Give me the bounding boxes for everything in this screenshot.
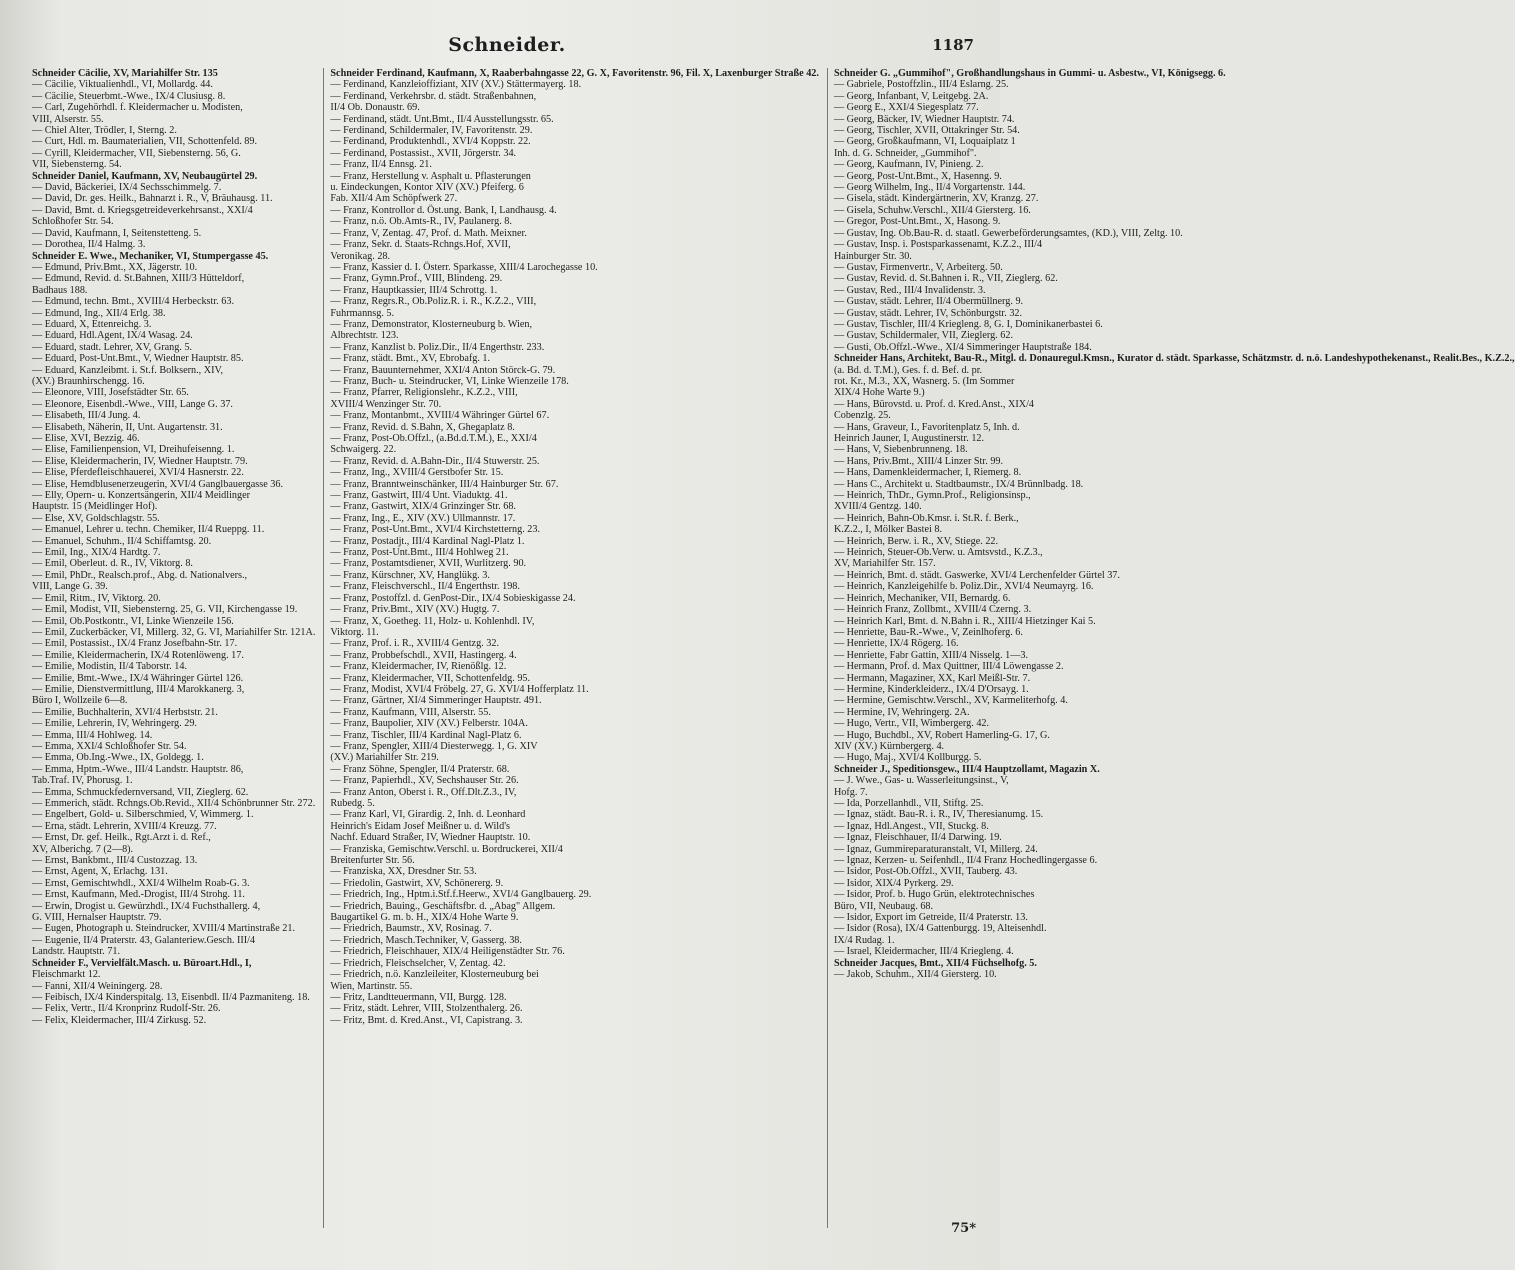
directory-entry: XV, Mariahilfer Str. 157. bbox=[833, 558, 936, 570]
directory-entry: — Eduard, X, Ettenreichg. 3. bbox=[32, 318, 152, 330]
directory-entry: — Edmund, techn. Bmt., XVIII/4 Herbeckstr. 63. bbox=[32, 296, 235, 308]
directory-entry: — Franz, Pfarrer, Religionslehr., K.Z.2., VIII, bbox=[330, 387, 518, 399]
directory-entry: — Franziska, XX, Dresdner Str. 53. bbox=[330, 866, 477, 878]
directory-entry: — Dorothea, II/4 Halmg. 3. bbox=[32, 239, 146, 251]
directory-entry: — Gustav, Tischler, III/4 Kriegleng. 8, G. I, Dominikanerbastei 6. bbox=[833, 318, 1103, 330]
directory-entry: — Franz, Branntweinschänker, III/4 Hainburger Str. 67. bbox=[330, 478, 559, 490]
directory-entry: — Franz, Gymn.Prof., VIII, Blindeng. 29. bbox=[330, 273, 503, 285]
directory-entry: — Ernst, Dr. gef. Heilk., Rgt.Arzt i. d. Ref., bbox=[32, 832, 211, 844]
directory-entry: — Gustav, Schildermaler, VII, Zieglerg. 62. bbox=[833, 330, 1013, 342]
directory-entry: — Franz, X, Goetheg. 11, Holz- u. Kohlenhdl. IV, bbox=[330, 615, 535, 627]
directory-entry: — Franz Karl, VI, Girardig. 2, Inh. d. Leonhard bbox=[330, 809, 526, 821]
directory-entry: — Gustav, Revid. d. St.Bahnen i. R., VII, Zieglerg. 62. bbox=[833, 273, 1058, 285]
directory-entry: XIV (XV.) Kürnbergerg. 4. bbox=[833, 740, 945, 752]
directory-entry: — David, Bmt. d. Kriegsgetreideverkehrsanst., XXI/4 bbox=[32, 204, 253, 216]
directory-entry: — Friedrich, Ing., Hptm.i.Stf.f.Heerw., XVI/4 Ganglbauerg. 29. bbox=[330, 889, 592, 901]
directory-entry: — Franz, Kürschner, XV, Hanglükg. 3. bbox=[330, 569, 490, 581]
directory-entry: — Franz, städt. Bmt., XV, Ebrobafg. 1. bbox=[330, 353, 491, 365]
directory-entry: — Felix, Kleidermacher, III/4 Zirkusg. 52. bbox=[32, 1014, 207, 1026]
page-title: Schneider. bbox=[448, 34, 566, 56]
directory-entry: — Emma, XXI/4 Schloßhofer Str. 54. bbox=[32, 740, 187, 752]
directory-entry: — Franz, Gastwirt, XIX/4 Grinzinger Str. 68. bbox=[330, 501, 516, 513]
directory-entry: — Gisela, Schuhw.Verschl., XII/4 Giersterg. 16. bbox=[833, 204, 1031, 216]
directory-entry: — Franz Söhne, Spengler, II/4 Praterstr. 68. bbox=[330, 763, 510, 775]
directory-entry: — Heinrich Franz, Zollbmt., XVIII/4 Czerng. 3. bbox=[833, 604, 1032, 616]
directory-entry: — Elly, Opern- u. Konzertsängerin, XII/4 Meidlinger bbox=[32, 490, 251, 502]
directory-entry: (XV.) Mariahilfer Str. 219. bbox=[330, 752, 439, 764]
directory-entry: — Curt, Hdl. m. Baumaterialien, VII, Schottenfeld. 89. bbox=[32, 136, 258, 148]
directory-entry: XIX/4 Hohe Warte 9.) bbox=[833, 387, 925, 399]
directory-entry: Albrechtstr. 123. bbox=[330, 330, 399, 342]
directory-entry: Schneider Cäcilie, XV, Mariahilfer Str. 135 bbox=[32, 68, 218, 79]
directory-entry: — Engelbert, Gold- u. Silberschmied, V, Wimmerg. 1. bbox=[32, 809, 254, 821]
directory-entry: — Gustav, Red., III/4 Invalidenstr. 3. bbox=[833, 284, 986, 296]
directory-entry: — Georg, Kaufmann, IV, Pinieng. 2. bbox=[833, 159, 984, 171]
directory-entry: — Franz, Sekr. d. Staats-Rchngs.Hof, XVII, bbox=[330, 239, 511, 251]
directory-entry: Büro I, Wollzeile 6—8. bbox=[32, 695, 128, 707]
column-2 bbox=[323, 68, 819, 1228]
directory-entry: — Franz, Baupolier, XIV (XV.) Felberstr. 104A. bbox=[330, 718, 528, 730]
directory-entry: — Ignaz, städt. Bau-R. i. R., IV, Theresianumg. 15. bbox=[833, 809, 1044, 821]
directory-entry: — Hans, Bürovstd. u. Prof. d. Kred.Anst., XIX/4 bbox=[833, 398, 1034, 410]
directory-entry: — Israel, Kleidermacher, III/4 Kriegleng. 4. bbox=[833, 946, 1014, 958]
directory-entry: Schneider G. „Gummihof", Großhandlungshaus in Gummi- u. Asbestw., VI, Königsegg. 6. bbox=[833, 68, 1226, 79]
directory-entry: — Elise, Kleidermacherin, IV, Wiedner Hauptstr. 79. bbox=[32, 455, 248, 467]
directory-entry: Cobenzlg. 25. bbox=[833, 410, 891, 422]
directory-entry: — Franz, Post-Unt.Bmt., III/4 Hohlweg 21. bbox=[330, 547, 509, 559]
directory-entry: Nachf. Eduard Straßer, IV, Wiedner Hauptstr. 10. bbox=[330, 832, 531, 844]
directory-entry: Heinrich Jauner, I, Augustinerstr. 12. bbox=[833, 433, 985, 444]
directory-entry: — Ferdinand, städt. Unt.Bmt., II/4 Ausstellungsstr. 65. bbox=[330, 113, 554, 125]
directory-entry: Fleischmarkt 12. bbox=[32, 969, 101, 981]
directory-entry: — Ernst, Kaufmann, Med.-Drogist, III/4 Strohg. 11. bbox=[32, 889, 245, 901]
directory-entry: — Erna, städt. Lehrerin, XVIII/4 Kreuzg. 77. bbox=[32, 820, 217, 832]
directory-entry: — Emanuel, Schuhm., II/4 Schiffamtsg. 20. bbox=[32, 535, 212, 547]
directory-entry: — Elisabeth, III/4 Jung. 4. bbox=[32, 410, 141, 422]
directory-entry: — Franz, Prof. i. R., XVIII/4 Gentzg. 32. bbox=[330, 638, 500, 650]
directory-entry: — Hugo, Maj., XVI/4 Kollburgg. 5. bbox=[833, 752, 982, 764]
directory-entry: — Friedolin, Gastwirt, XV, Schönererg. 9. bbox=[330, 877, 504, 889]
sheet-signature: 75* bbox=[951, 1221, 976, 1236]
directory-entry: K.Z.2., I, Mölker Bastei 8. bbox=[833, 524, 943, 536]
directory-entry: — Franz, Kontrollor d. Öst.ung. Bank, I, Landhausg. 4. bbox=[330, 204, 557, 216]
directory-entry: — Franz, Herstellung v. Asphalt u. Pflasterungen bbox=[330, 170, 531, 182]
directory-entry: XVIII/4 Wenzinger Str. 70. bbox=[330, 398, 442, 410]
directory-entry: — Emma, Ob.Ing.-Wwe., IX, Goldegg. 1. bbox=[32, 752, 204, 764]
directory-entry: — Eduard, Hdl.Agent, IX/4 Wasag. 24. bbox=[32, 330, 193, 342]
directory-entry: — Isidor (Rosa), IX/4 Gattenburgg. 19, Alteisenhdl. bbox=[833, 923, 1047, 935]
directory-entry: — Henriette, Fabr Gattin, XIII/4 Nisselg. 1—3. bbox=[833, 649, 1029, 661]
directory-entry: — Gustav, Firmenvertr., V, Arbeiterg. 50. bbox=[833, 261, 1003, 273]
directory-entry: — Feibisch, IX/4 Kinderspitalg. 13, Eisenbdl. II/4 Pazmaniteng. 18. bbox=[32, 991, 310, 1003]
directory-entry: — Ignaz, Gummireparaturanstalt, VI, Millerg. 24. bbox=[833, 843, 1038, 855]
directory-entry: — Ferdinand, Schildermaler, IV, Favoritenstr. 29. bbox=[330, 125, 533, 137]
directory-entry: — Franz, Kleidermacher, VII, Schottenfeldg. 95. bbox=[330, 672, 531, 684]
column-1 bbox=[32, 68, 315, 1228]
directory-entry: — Elise, Pferdefleischhauerei, XVI/4 Hasnerstr. 22. bbox=[32, 467, 244, 479]
column-3 bbox=[827, 68, 1515, 1228]
directory-entry: — Heinrich, Bmt. d. städt. Gaswerke, XVI/4 Lerchenfelder Gürtel 37. bbox=[833, 569, 1120, 581]
directory-entry: — Fanni, XII/4 Weiningerg. 28. bbox=[32, 980, 163, 992]
directory-entry: — Isidor, Export im Getreide, II/4 Praterstr. 13. bbox=[833, 912, 1028, 924]
directory-entry: — Friedrich, Fleischhauer, XIX/4 Heiligenstädter Str. 76. bbox=[330, 946, 565, 958]
directory-entry: — Emmerich, städt. Rchngs.Ob.Revid., XII/4 Schönbrunner Str. 272. bbox=[32, 798, 316, 809]
directory-entry: — David, Dr. ges. Heilk., Bahnarzt i. R., V, Bräuhausg. 11. bbox=[32, 193, 273, 205]
directory-entry: — Franz, Post-Ob.Offzl., (a.Bd.d.T.M.), E., XXI/4 bbox=[330, 433, 537, 444]
directory-entry: — Franz, Regrs.R., Ob.Poliz.R. i. R., K.Z.2., VIII, bbox=[330, 296, 537, 308]
directory-entry: — Franz, Gärtner, XI/4 Simmeringer Hauptstr. 491. bbox=[330, 695, 542, 707]
directory-entry: — Georg, Infanbant, V, Leitgebg. 2A. bbox=[833, 90, 989, 102]
directory-entry: Schneider J., Speditionsgew., III/4 Hauptzollamt, Magazin X. bbox=[833, 763, 1100, 775]
directory-entry: — Franz, Montanbmt., XVIII/4 Währinger Gürtel 67. bbox=[330, 410, 550, 422]
directory-entry: Landstr. Hauptstr. 71. bbox=[32, 946, 121, 958]
directory-entry: — Franz, Postamtsdiener, XVII, Wurlitzerg. 90. bbox=[330, 558, 527, 570]
directory-entry: — Eugen, Photograph u. Steindrucker, XVIII/4 Martinstraße 21. bbox=[32, 923, 295, 935]
directory-entry: — Carl, Zugehörhdl. f. Kleidermacher u. Modisten, bbox=[32, 102, 243, 114]
directory-entry: — Eleonore, Eisenbdl.-Wwe., VIII, Lange G. 37. bbox=[32, 398, 233, 410]
directory-entry: — Emma, Hptm.-Wwe., III/4 Landstr. Hauptstr. 86, bbox=[32, 763, 244, 775]
directory-entry: — Gusti, Ob.Offzl.-Wwe., XI/4 Simmeringer Hauptstraße 184. bbox=[833, 341, 1092, 353]
directory-entry: — Emil, Postassist., IX/4 Franz Josefbahn-Str. 17. bbox=[32, 638, 238, 650]
directory-entry: Hauptstr. 15 (Meidlinger Hof). bbox=[32, 501, 158, 513]
directory-entry: (XV.) Braunhirschengg. 16. bbox=[32, 375, 145, 387]
directory-entry: — Emma, III/4 Hohlweg. 14. bbox=[32, 729, 153, 741]
directory-entry: — J. Wwe., Gas- u. Wasserleitungsinst., V, bbox=[833, 775, 1009, 787]
directory-entry: — Hermine, Gemischtw.Verschl., XV, Karmeliterhofg. 4. bbox=[833, 695, 1068, 707]
directory-entry: — Franz, II/4 Ennsg. 21. bbox=[330, 159, 432, 171]
directory-entry: — Ignaz, Kerzen- u. Seifenhdl., II/4 Franz Hochedlingergasse 6. bbox=[833, 855, 1098, 867]
directory-entry: — Hans, Damenkleidermacher, I, Riemerg. 8. bbox=[833, 467, 1022, 479]
directory-entry: — Emil, Zuckerbäcker, VI, Millerg. 32, G. VI, Mariahilfer Str. 121A. bbox=[32, 626, 316, 638]
directory-entry: — Franz, Revid. d. A.Bahn-Dir., II/4 Stuwerstr. 25. bbox=[330, 455, 540, 467]
directory-entry: — Jakob, Schuhm., XII/4 Giersterg. 10. bbox=[833, 969, 997, 981]
directory-entry: — Hermann, Magaziner, XX, Karl Meißl-Str. 7. bbox=[833, 672, 1031, 684]
directory-entry: — Emilie, Bmt.-Wwe., IX/4 Währinger Gürtel 126. bbox=[32, 672, 244, 684]
directory-entry: — Ferdinand, Verkehrsbr. d. städt. Straßenbahnen, bbox=[330, 90, 537, 102]
directory-entry: — Emil, Ing., XIX/4 Hardtg. 7. bbox=[32, 547, 161, 559]
directory-entry: — Fritz, städt. Lehrer, VIII, Stolzenthalerg. 26. bbox=[330, 1003, 523, 1015]
directory-entry: — Franz, Priv.Bmt., XIV (XV.) Hugtg. 7. bbox=[330, 604, 500, 616]
directory-entry: — Ferdinand, Kanzleioffiziant, XIV (XV.) Stättermayerg. 18. bbox=[330, 79, 582, 91]
directory-entry: — Isidor, Prof. b. Hugo Grün, elektrotechnisches bbox=[833, 889, 1035, 901]
directory-entry: — Eleonore, VIII, Josefstädter Str. 65. bbox=[32, 387, 189, 399]
directory-entry: — Franziska, Gemischtw.Verschl. u. Bordruckerei, XII/4 bbox=[330, 843, 563, 855]
directory-entry: — Ernst, Bankbmt., III/4 Custozzag. 13. bbox=[32, 855, 198, 867]
directory-entry: Viktorg. 11. bbox=[330, 626, 379, 638]
directory-entry: — Heinrich, ThDr., Gymn.Prof., Religionsinsp., bbox=[833, 490, 1031, 502]
directory-entry: — Isidor, Post-Ob.Offzl., XVII, Tauberg. 43. bbox=[833, 866, 1018, 878]
directory-entry: Wien, Martinstr. 55. bbox=[330, 980, 413, 992]
directory-entry: — Ignaz, Hdl.Angest., VII, Stuckg. 8. bbox=[833, 820, 989, 832]
directory-entry: — Georg, Tischler, XVII, Ottakringer Str. 54. bbox=[833, 125, 1020, 137]
directory-entry: — Emil, Ob.Postkontr., VI, Linke Wienzeile 156. bbox=[32, 615, 234, 627]
directory-entry: — Franz, Probbefschdl., XVII, Hastingerg. 4. bbox=[330, 649, 517, 661]
directory-entry: — Friedrich, Masch.Techniker, V, Gasserg. 38. bbox=[330, 934, 522, 946]
directory-entry: — Franz, Tischler, III/4 Kardinal Nagl-Platz 6. bbox=[330, 729, 522, 741]
directory-entry: — Franz, Ing., E., XIV (XV.) Ullmannstr. 17. bbox=[330, 512, 516, 524]
directory-entry: — Henriette, IX/4 Rögerg. 16. bbox=[833, 638, 959, 650]
directory-entry: rot. Kr., M.3., XX, Wasnerg. 5. (Im Sommer bbox=[833, 375, 1015, 387]
directory-entry: Fuhrmannsg. 5. bbox=[330, 307, 395, 319]
directory-entry: — Fritz, Bmt. d. Kred.Anst., VI, Capistrang. 3. bbox=[330, 1014, 523, 1026]
directory-entry: — Friedrich, Baumstr., XV, Rosinag. 7. bbox=[330, 923, 492, 935]
directory-entry: u. Eindeckungen, Kontor XIV (XV.) Pfeiferg. 6 bbox=[330, 182, 524, 194]
directory-entry: — Friedrich, n.ö. Kanzleileiter, Klosterneuburg bei bbox=[330, 969, 539, 981]
directory-entry: VII, Siebensterng. 54. bbox=[32, 159, 122, 171]
directory-entry: — Edmund, Priv.Bmt., XX, Jägerstr. 10. bbox=[32, 261, 198, 273]
directory-entry: — Franz, Modist, XVI/4 Fröbelg. 27, G. XVI/4 Hofferplatz 11. bbox=[330, 683, 589, 695]
directory-entry: — Hans, Priv.Bmt., XIII/4 Linzer Str. 99. bbox=[833, 455, 1004, 467]
directory-entry: — Gregor, Post-Unt.Bmt., X, Hasong. 9. bbox=[833, 216, 1001, 228]
directory-entry: — Eduard, stadt. Lehrer, XV, Grang. 5. bbox=[32, 341, 193, 353]
directory-entry: — Ernst, Gemischtwhdl., XXI/4 Wilhelm Roab-G. 3. bbox=[32, 877, 250, 889]
directory-entry: — Hermann, Prof. d. Max Quittner, III/4 Löwengasse 2. bbox=[833, 661, 1064, 673]
directory-entry: VIII, Alserstr. 55. bbox=[32, 113, 104, 125]
directory-entry: — Franz, Postadjt., III/4 Kardinal Nagl-Platz 1. bbox=[330, 535, 525, 547]
directory-entry: — Ernst, Agent, X, Erlachg. 131. bbox=[32, 866, 168, 878]
directory-entry: Badhaus 188. bbox=[32, 284, 88, 296]
directory-entry: — Franz, Bauunternehmer, XXI/4 Anton Störck-G. 79. bbox=[330, 364, 556, 376]
directory-entry: — Heinrich, Bahn-Ob.Kmsr. i. St.R. f. Berk., bbox=[833, 512, 1019, 524]
directory-entry: — Hugo, Buchdbl., XV, Robert Hamerling-G. 17, G. bbox=[833, 729, 1050, 741]
directory-entry: Veronikag. 28. bbox=[330, 250, 391, 262]
directory-entry: — Ignaz, Fleischhauer, II/4 Darwing. 19. bbox=[833, 832, 1002, 844]
directory-entry: — Franz, Post-Unt.Bmt., XVI/4 Kirchstetterng. 23. bbox=[330, 524, 541, 536]
directory-entry: — Emanuel, Lehrer u. techn. Chemiker, II/4 Rueppg. 11. bbox=[32, 524, 265, 536]
directory-entry: — Heinrich, Steuer-Ob.Verw. u. Amtsvstd., K.Z.3., bbox=[833, 547, 1043, 559]
directory-entry: — Hans C., Architekt u. Stadtbaumstr., IX/4 Brünnlbadg. 18. bbox=[833, 478, 1084, 490]
directory-entry: (a. Bd. d. T.M.), Ges. f. d. Bef. d. pr. bbox=[833, 364, 983, 376]
directory-entry: — Franz, V, Zentag. 47, Prof. d. Math. Meixner. bbox=[330, 227, 527, 239]
directory-entry: Schneider E. Wwe., Mechaniker, VI, Stumpergasse 45. bbox=[32, 250, 269, 262]
directory-entry: — Franz, Postoffzl. d. GenPost-Dir., IX/4 Sobieskigasse 24. bbox=[330, 592, 576, 604]
directory-entry: Schwaigerg. 22. bbox=[330, 444, 397, 456]
directory-entry: — Franz, n.ö. Ob.Amts-R., IV, Paulanerg. 8. bbox=[330, 216, 512, 228]
directory-entry: — Franz, Spengler, XIII/4 Diesterwegg. 1, G. XIV bbox=[330, 740, 538, 752]
directory-entry: — Emilie, Buchhalterin, XVI/4 Herbststr. 21. bbox=[32, 706, 218, 718]
directory-entry: Hainburger Str. 30. bbox=[833, 250, 912, 262]
directory-entry: — Gabriele, Postoffzlin., III/4 Eslarng. 25. bbox=[833, 79, 1009, 91]
directory-entry: — Heinrich, Berw. i. R., XV, Stiege. 22. bbox=[833, 535, 999, 547]
directory-entry: — Georg, Bäcker, IV, Wiedner Hauptstr. 74. bbox=[833, 113, 1015, 125]
directory-entry: Breitenfurter Str. 56. bbox=[330, 855, 415, 867]
directory-entry: — Hans, Graveur, I., Favoritenplatz 5, Inh. d. bbox=[833, 421, 1020, 433]
directory-entry: Schneider Jacques, Bmt., XII/4 Füchselhofg. 5. bbox=[833, 957, 1037, 969]
directory-entry: — Hans, V, Siebenbrunneng. 18. bbox=[833, 444, 968, 456]
directory-entry: — Erwin, Drogist u. Gewürzhdl., IX/4 Fuchsthallerg. 4, bbox=[32, 900, 261, 912]
directory-entry: — Elise, Familienpension, VI, Dreihufeisenng. 1. bbox=[32, 444, 235, 456]
directory-entry: XV, Alberichg. 7 (2—8). bbox=[32, 843, 134, 855]
directory-entry: — Isidor, XIX/4 Pyrkerg. 29. bbox=[833, 877, 954, 889]
directory-entry: — Gustav, Ing. Ob.Bau-R. d. staatl. Gewerbeförderungsamtes, (KD.), VIII, Zeltg. 10. bbox=[833, 227, 1183, 239]
directory-entry: — Eduard, Kanzleibmt. i. St.f. Bolksern., XIV, bbox=[32, 364, 224, 376]
directory-entry: — Gustav, Insp. i. Postsparkassenamt, K.Z.2., III/4 bbox=[833, 239, 1043, 251]
directory-entry: — Franz, Kleidermacher, IV, Rienößlg. 12. bbox=[330, 661, 507, 673]
directory-entry: Schneider Ferdinand, Kaufmann, X, Raaberbahngasse 22, G. X, Favoritenstr. 96, Fil. X, Laxenburger Straße 42. bbox=[330, 68, 819, 79]
directory-entry: XVIII/4 Gentzg. 140. bbox=[833, 501, 922, 513]
directory-entry: — Franz, Demonstrator, Klosterneuburg b. Wien, bbox=[330, 318, 533, 330]
directory-entry: — Gisela, städt. Kindergärtnerin, XV, Kranzg. 27. bbox=[833, 193, 1039, 205]
directory-entry: — Emilie, Dienstvermittlung, III/4 Marokkanerg. 3, bbox=[32, 683, 245, 695]
directory-entry: — Elise, Hemdblusenerzeugerin, XVI/4 Ganglbauergasse 36. bbox=[32, 478, 284, 490]
directory-entry: — Eduard, Post-Unt.Bmt., V, Wiedner Hauptstr. 85. bbox=[32, 353, 244, 365]
directory-columns bbox=[32, 68, 1515, 1228]
directory-entry: — Emma, Schmuckfedernversand, VII, Zieglerg. 62. bbox=[32, 786, 249, 798]
directory-entry: II/4 Ob. Donaustr. 69. bbox=[330, 102, 420, 114]
page-number: 1187 bbox=[932, 36, 974, 54]
directory-entry: — Hermine, IV, Wehringerg. 2A. bbox=[833, 706, 970, 718]
directory-entry: — Emil, Ritm., IV, Viktorg. 20. bbox=[32, 592, 161, 604]
directory-entry: — Georg E., XXI/4 Siegesplatz 77. bbox=[833, 102, 979, 114]
directory-entry: — Friedrich, Fleischselcher, V, Zentag. 42. bbox=[330, 957, 506, 969]
directory-entry: — Felix, Vertr., II/4 Kronprinz Rudolf-Str. 26. bbox=[32, 1003, 221, 1015]
directory-entry: Schneider Daniel, Kaufmann, XV, Neubaugürtel 29. bbox=[32, 170, 258, 182]
directory-entry: — Franz, Hauptkassier, III/4 Schrottg. 1. bbox=[330, 284, 498, 296]
directory-entry: — Emil, Modist, VII, Siebensterng. 25, G. VII, Kirchengasse 19. bbox=[32, 604, 298, 616]
directory-entry: Büro, VII, Neubaug. 68. bbox=[833, 900, 934, 912]
directory-entry: — Georg, Großkaufmann, VI, Loquaiplatz 1 bbox=[833, 136, 1016, 148]
directory-entry: — Friedrich, Bauing., Geschäftsfbr. d. „Abag" Allgem. bbox=[330, 900, 556, 912]
directory-entry: — Heinrich, Mechaniker, VII, Bernardg. 6. bbox=[833, 592, 1011, 604]
directory-entry: — Cyrill, Kleidermacher, VII, Siebensterng. 56, G. bbox=[32, 147, 241, 159]
directory-entry: — Emilie, Lehrerin, IV, Wehringerg. 29. bbox=[32, 718, 197, 730]
directory-entry: — Henriette, Bau-R.-Wwe., V, Zeinlhoferg. 6. bbox=[833, 626, 1023, 638]
directory-entry: — Georg, Post-Unt.Bmt., X, Hasenng. 9. bbox=[833, 170, 1002, 182]
directory-entry: Schneider Hans, Architekt, Bau-R., Mitgl. d. Donauregul.Kmsn., Kurator d. städt. Sparkasse, Schätzmstr. d. n.ö. Landeshypothekenanst., Realit.Bes., K.Z.2., bbox=[833, 353, 1515, 365]
directory-entry: Rubedg. 5. bbox=[330, 798, 375, 809]
directory-entry: — Ferdinand, Produktenhdl., XVI/4 Koppstr. 22. bbox=[330, 136, 531, 148]
page-header bbox=[32, 30, 982, 60]
directory-entry: — Elise, XVI, Bezzig. 46. bbox=[32, 433, 140, 444]
directory-entry: Heinrich's Eidam Josef Meißner u. d. Wild's bbox=[330, 820, 510, 832]
directory-entry: VIII, Lange G. 39. bbox=[32, 581, 108, 593]
directory-entry: — Fritz, Landtteuermann, VII, Burgg. 128. bbox=[330, 991, 507, 1003]
directory-entry: IX/4 Rudag. 1. bbox=[833, 934, 895, 946]
directory-entry: — Elisabeth, Näherin, II, Unt. Augartenstr. 31. bbox=[32, 421, 223, 433]
directory-entry: Fab. XII/4 Am Schöpfwerk 27. bbox=[330, 193, 458, 205]
directory-entry: Schneider F., Vervielfält.Masch. u. Büroart.Hdl., I, bbox=[32, 957, 252, 969]
directory-entry: — Cäcilie, Viktualienhdl., VI, Mollardg. 44. bbox=[32, 79, 213, 91]
directory-entry: — Georg Wilhelm, Ing., II/4 Vorgartenstr. 144. bbox=[833, 182, 1026, 194]
directory-entry: — Franz, Buch- u. Steindrucker, VI, Linke Wienzeile 178. bbox=[330, 375, 569, 387]
directory-entry: — Heinrich Karl, Bmt. d. N.Bahn i. R., XIII/4 Hietzinger Kai 5. bbox=[833, 615, 1096, 627]
directory-entry: — Franz, Revid. d. S.Bahn, X, Ghegaplatz 8. bbox=[330, 421, 515, 433]
directory-entry: — Hermine, Kinderkleiderz., IX/4 D'Orsayg. 1. bbox=[833, 683, 1029, 695]
directory-entry: — Cäcilie, Steuerbmt.-Wwe., IX/4 Clusiusg. 8. bbox=[32, 90, 226, 102]
directory-entry: — David, Bäckeriei, IX/4 Sechsschimmelg. 7. bbox=[32, 182, 222, 194]
directory-entry: — Franz, Fleischverschl., II/4 Engerthstr. 198. bbox=[330, 581, 520, 593]
directory-entry: — Chiel Alter, Trödler, I, Sterng. 2. bbox=[32, 125, 177, 137]
directory-entry: — Ferdinand, Postassist., XVII, Jörgerstr. 34. bbox=[330, 147, 517, 159]
directory-entry: — Franz, Ing., XVIII/4 Gerstbofer Str. 15. bbox=[330, 467, 504, 479]
directory-entry: — Edmund, Revid. d. St.Bahnen, XIII/3 Hütteldorf, bbox=[32, 273, 245, 285]
directory-entry: — Emilie, Modistin, II/4 Taborstr. 14. bbox=[32, 661, 188, 673]
directory-entry: — Franz, Papierhdl., XV, Sechshauser Str. 26. bbox=[330, 775, 519, 787]
directory-entry: — David, Kaufmann, I, Seitenstetteng. 5. bbox=[32, 227, 202, 239]
directory-entry: — Eugenie, II/4 Praterstr. 43, Galanteriew.Gesch. III/4 bbox=[32, 934, 256, 946]
directory-entry: — Gustav, städt. Lehrer, IV, Schönburgstr. 32. bbox=[833, 307, 1023, 319]
directory-entry: — Hugo, Vertr., VII, Wimbergerg. 42. bbox=[833, 718, 990, 730]
directory-entry: — Edmund, Ing., XII/4 Erlg. 38. bbox=[32, 307, 166, 319]
directory-entry: — Ida, Porzellanhdl., VII, Stiftg. 25. bbox=[833, 798, 984, 809]
directory-entry: — Franz, Kassier d. I. Österr. Sparkasse, XIII/4 Larochegasse 10. bbox=[330, 261, 598, 273]
directory-entry: — Franz Anton, Oberst i. R., Off.Dlt.Z.3., IV, bbox=[330, 786, 517, 798]
directory-entry: G. VIII, Hernalser Hauptstr. 79. bbox=[32, 912, 162, 924]
directory-entry: — Heinrich, Kanzleigehilfe b. Poliz.Dir., XVI/4 Neumayrg. 16. bbox=[833, 581, 1094, 593]
directory-entry: Tab.Traf. IV, Phorusg. 1. bbox=[32, 775, 133, 787]
directory-entry: Baugartikel G. m. b. H., XIX/4 Hohe Warte 9. bbox=[330, 912, 519, 924]
directory-entry: — Gustav, städt. Lehrer, II/4 Obermüllnerg. 9. bbox=[833, 296, 1024, 308]
directory-entry: Inh. d. G. Schneider, „Gummihof". bbox=[833, 147, 977, 159]
directory-entry: — Franz, Kanzlist b. Poliz.Dir., II/4 Engerthstr. 233. bbox=[330, 341, 545, 353]
directory-entry: — Franz, Kaufmann, VIII, Alserstr. 55. bbox=[330, 706, 491, 718]
directory-entry: — Franz, Gastwirt, III/4 Unt. Viaduktg. 41. bbox=[330, 490, 508, 502]
directory-entry: Schloßhofer Str. 54. bbox=[32, 216, 114, 228]
directory-entry: Hofg. 7. bbox=[833, 786, 868, 798]
directory-entry: — Emil, PhDr., Realsch.prof., Abg. d. Nationalvers., bbox=[32, 569, 248, 581]
directory-entry: — Else, XV, Goldschlagstr. 55. bbox=[32, 512, 160, 524]
directory-entry: — Emilie, Kleidermacherin, IX/4 Rotenlöweng. 17. bbox=[32, 649, 244, 661]
directory-entry: — Emil, Oberleut. d. R., IV, Viktorg. 8. bbox=[32, 558, 193, 570]
